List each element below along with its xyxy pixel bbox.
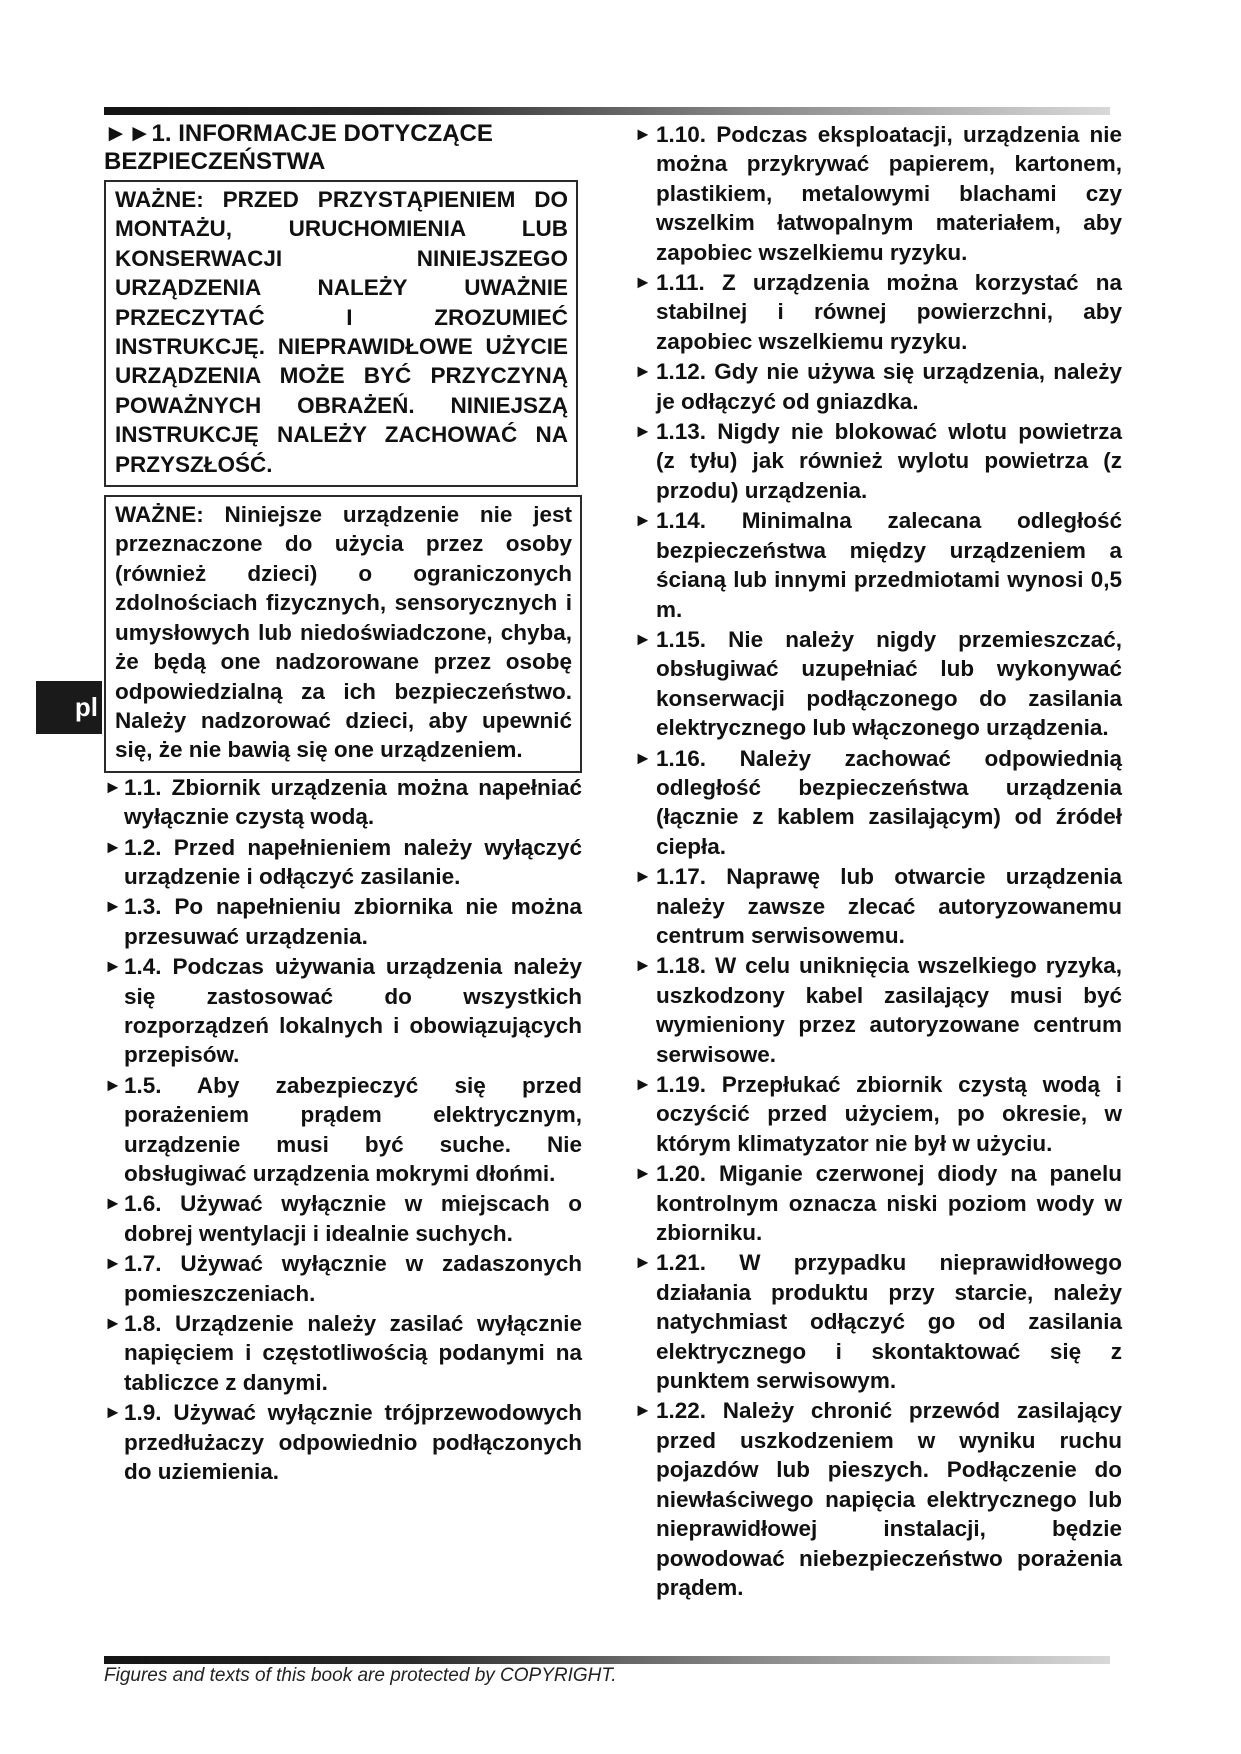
- list-item: [634, 268, 1122, 356]
- item-text: 1.9. Używać wyłącznie trójprzewodowych przedłużaczy odpowiednio podłączonych do uziemienia.: [124, 1400, 582, 1485]
- list-item: [634, 1396, 1122, 1602]
- heading-text: 1. INFORMACJE DOTYCZĄCE BEZPIECZEŃSTWA: [104, 120, 493, 175]
- list-item: [104, 1398, 582, 1486]
- bullet-arrow-icon: ►: [104, 776, 122, 797]
- item-text: 1.22. Należy chronić przewód zasilający przed uszkodzeniem w wyniku ruchu pojazdów lub pieszych. Podłączenie do niewłaściwego napięcia elektrycznego lub nieprawidłowej instalacji, będzie powodować niebezpieczeństwo porażenia prądem.: [656, 1398, 1122, 1600]
- item-text: 1.18. W celu uniknięcia wszelkiego ryzyka, uszkodzony kabel zasilający musi być wymieniony przez autoryzowane centrum serwisowe.: [656, 953, 1122, 1067]
- item-text: 1.5. Aby zabezpieczyć się przed porażeniem prądem elektrycznym, urządzenie musi być suche. Nie obsługiwać urządzenia mokrymi dłońmi.: [124, 1072, 582, 1186]
- item-text: 1.3. Po napełnieniu zbiornika nie można przesuwać urządzenia.: [124, 894, 582, 949]
- item-text: 1.21. W przypadku nieprawidłowego działania produktu przy starcie, należy natychmiast odłączyć go od zasilania elektrycznego i skontaktować się z punktem serwisowym.: [656, 1250, 1122, 1394]
- bullet-arrow-icon: ►: [634, 510, 652, 531]
- item-text: 1.2. Przed napełnieniem należy wyłączyć urządzenie i odłączyć zasilanie.: [124, 834, 582, 889]
- list-item: [634, 417, 1122, 505]
- heading-arrows: ►►: [104, 120, 152, 147]
- bullet-arrow-icon: ►: [634, 628, 652, 649]
- list-item: [634, 625, 1122, 743]
- bullet-arrow-icon: ►: [634, 955, 652, 976]
- bottom-rule: [104, 1656, 1110, 1664]
- bullet-arrow-icon: ►: [634, 1163, 652, 1184]
- item-text: 1.15. Nie należy nigdy przemieszczać, obsługiwać uzupełniać lub wykonywać konserwacji podłączonego do zasilania elektrycznego lub włączonego urządzenia.: [656, 626, 1122, 741]
- bullet-arrow-icon: ►: [634, 1074, 652, 1094]
- top-rule: [104, 107, 1110, 115]
- item-text: 1.1. Zbiornik urządzenia można napełniać wyłącznie czystą wodą.: [124, 774, 582, 830]
- bullet-arrow-icon: ►: [104, 956, 122, 977]
- item-text: 1.12. Gdy nie używa się urządzenia, należy je odłączyć od gniazdka.: [656, 359, 1122, 414]
- list-item: [104, 952, 582, 1070]
- item-text: 1.10. Podczas eksploatacji, urządzenia nie można przykrywać papierem, kartonem, plastikiem, metalowymi blachami czy wszelkim łatwopalnym materiałem, aby zapobiec wszelkiemu ryzyku.: [656, 122, 1122, 265]
- item-text: 1.17. Naprawę lub otwarcie urządzenia należy zawsze zlecać autoryzowanemu centrum serwisowemu.: [656, 864, 1122, 948]
- left-item-list: [104, 773, 582, 1487]
- bullet-arrow-icon: ►: [634, 124, 652, 144]
- item-text: 1.8. Urządzenie należy zasilać wyłącznie napięciem i częstotliwością podanymi na tabliczce z danymi.: [124, 1311, 582, 1395]
- bullet-arrow-icon: ►: [104, 1193, 122, 1214]
- list-item: [634, 862, 1122, 950]
- list-item: [104, 1249, 582, 1308]
- left-column: [104, 120, 582, 1487]
- warning-box-supervision: WAŻNE: Niniejsze urządzenie nie jest przeznaczone do użycia przez osoby (również dzieci) o ograniczonych zdolnościach fizycznych, sensorycznych i umysłowych lub niedoświadczone, chyba, że będą one nadzorowane przez osobę odpowiedzialną za ich bezpieczeństwo. Należy nadzorować dzieci, aby upewnić się, że nie bawią się one urządzeniem.: [104, 495, 582, 773]
- item-text: 1.6. Używać wyłącznie w miejscach o dobrej wentylacji i idealnie suchych.: [124, 1191, 582, 1246]
- list-item: [104, 833, 582, 892]
- warning-box-uppercase: WAŻNE: PRZED PRZYSTĄPIENIEM DO MONTAŻU, URUCHOMIENIA LUB KONSERWACJI NINIEJSZEGO URZĄDZENIA NALEŻY UWAŻNIE PRZECZYTAĆ I ZROZUMIEĆ INSTRUKCJĘ. NIEPRAWIDŁOWE UŻYCIE URZĄDZENIA MOŻE BYĆ PRZYCZYNĄ POWAŻNYCH OBRAŻEŃ. NINIEJSZĄ INSTRUKCJĘ NALEŻY ZACHOWAĆ NA PRZYSZŁOŚĆ.: [104, 180, 578, 487]
- item-text: 1.20. Miganie czerwonej diody na panelu kontrolnym oznacza niski poziom wody w zbiorniku.: [656, 1161, 1122, 1246]
- list-item: [104, 1071, 582, 1189]
- bullet-arrow-icon: ►: [634, 1400, 652, 1421]
- list-item: [634, 1159, 1122, 1247]
- language-tab: pl: [36, 681, 102, 734]
- bullet-arrow-icon: ►: [104, 1253, 122, 1274]
- bullet-arrow-icon: ►: [104, 1313, 122, 1334]
- list-item: [104, 1189, 582, 1248]
- list-item: [634, 506, 1122, 624]
- list-item: [634, 744, 1122, 862]
- list-item: [634, 951, 1122, 1069]
- list-item: [634, 1248, 1122, 1395]
- list-item: [104, 773, 582, 832]
- item-text: 1.14. Minimalna zalecana odległość bezpieczeństwa między urządzeniem a ścianą lub innymi przedmiotami wynosi 0,5 m.: [656, 508, 1122, 622]
- bullet-arrow-icon: ►: [104, 896, 122, 917]
- bullet-arrow-icon: ►: [634, 747, 652, 768]
- bullet-arrow-icon: ►: [104, 1402, 122, 1423]
- list-item: [634, 1070, 1122, 1158]
- item-text: 1.11. Z urządzenia można korzystać na stabilnej i równej powierzchni, aby zapobiec wszelkiemu ryzyku.: [656, 270, 1122, 354]
- bullet-arrow-icon: ►: [634, 421, 652, 442]
- list-item: [634, 120, 1122, 267]
- item-text: 1.19. Przepłukać zbiornik czystą wodą i oczyścić przed użyciem, po okresie, w którym klimatyzator nie był w użyciu.: [656, 1072, 1122, 1156]
- bullet-arrow-icon: ►: [634, 361, 652, 382]
- list-item: [634, 357, 1122, 416]
- bullet-arrow-icon: ►: [104, 1074, 122, 1095]
- item-text: 1.13. Nigdy nie blokować wlotu powietrza (z tyłu) jak również wylotu powietrza (z przodu) urządzenia.: [656, 419, 1122, 503]
- bullet-arrow-icon: ►: [634, 272, 652, 293]
- right-column: [634, 120, 1122, 1603]
- section-heading: [104, 120, 582, 176]
- item-text: 1.4. Podczas używania urządzenia należy się zastosować do wszystkich rozporządzeń lokalnych i obowiązujących przepisów.: [124, 954, 582, 1068]
- list-item: [104, 1309, 582, 1397]
- bullet-arrow-icon: ►: [634, 866, 652, 887]
- bullet-arrow-icon: ►: [104, 836, 122, 857]
- item-text: 1.7. Używać wyłącznie w zadaszonych pomieszczeniach.: [124, 1251, 582, 1306]
- bullet-arrow-icon: ►: [634, 1252, 652, 1273]
- copyright-footer: Figures and texts of this book are protected by COPYRIGHT.: [104, 1665, 617, 1686]
- item-text: 1.16. Należy zachować odpowiednią odległość bezpieczeństwa urządzenia (łącznie z kablem zasilającym) od źródeł ciepła.: [656, 745, 1122, 859]
- list-item: [104, 892, 582, 951]
